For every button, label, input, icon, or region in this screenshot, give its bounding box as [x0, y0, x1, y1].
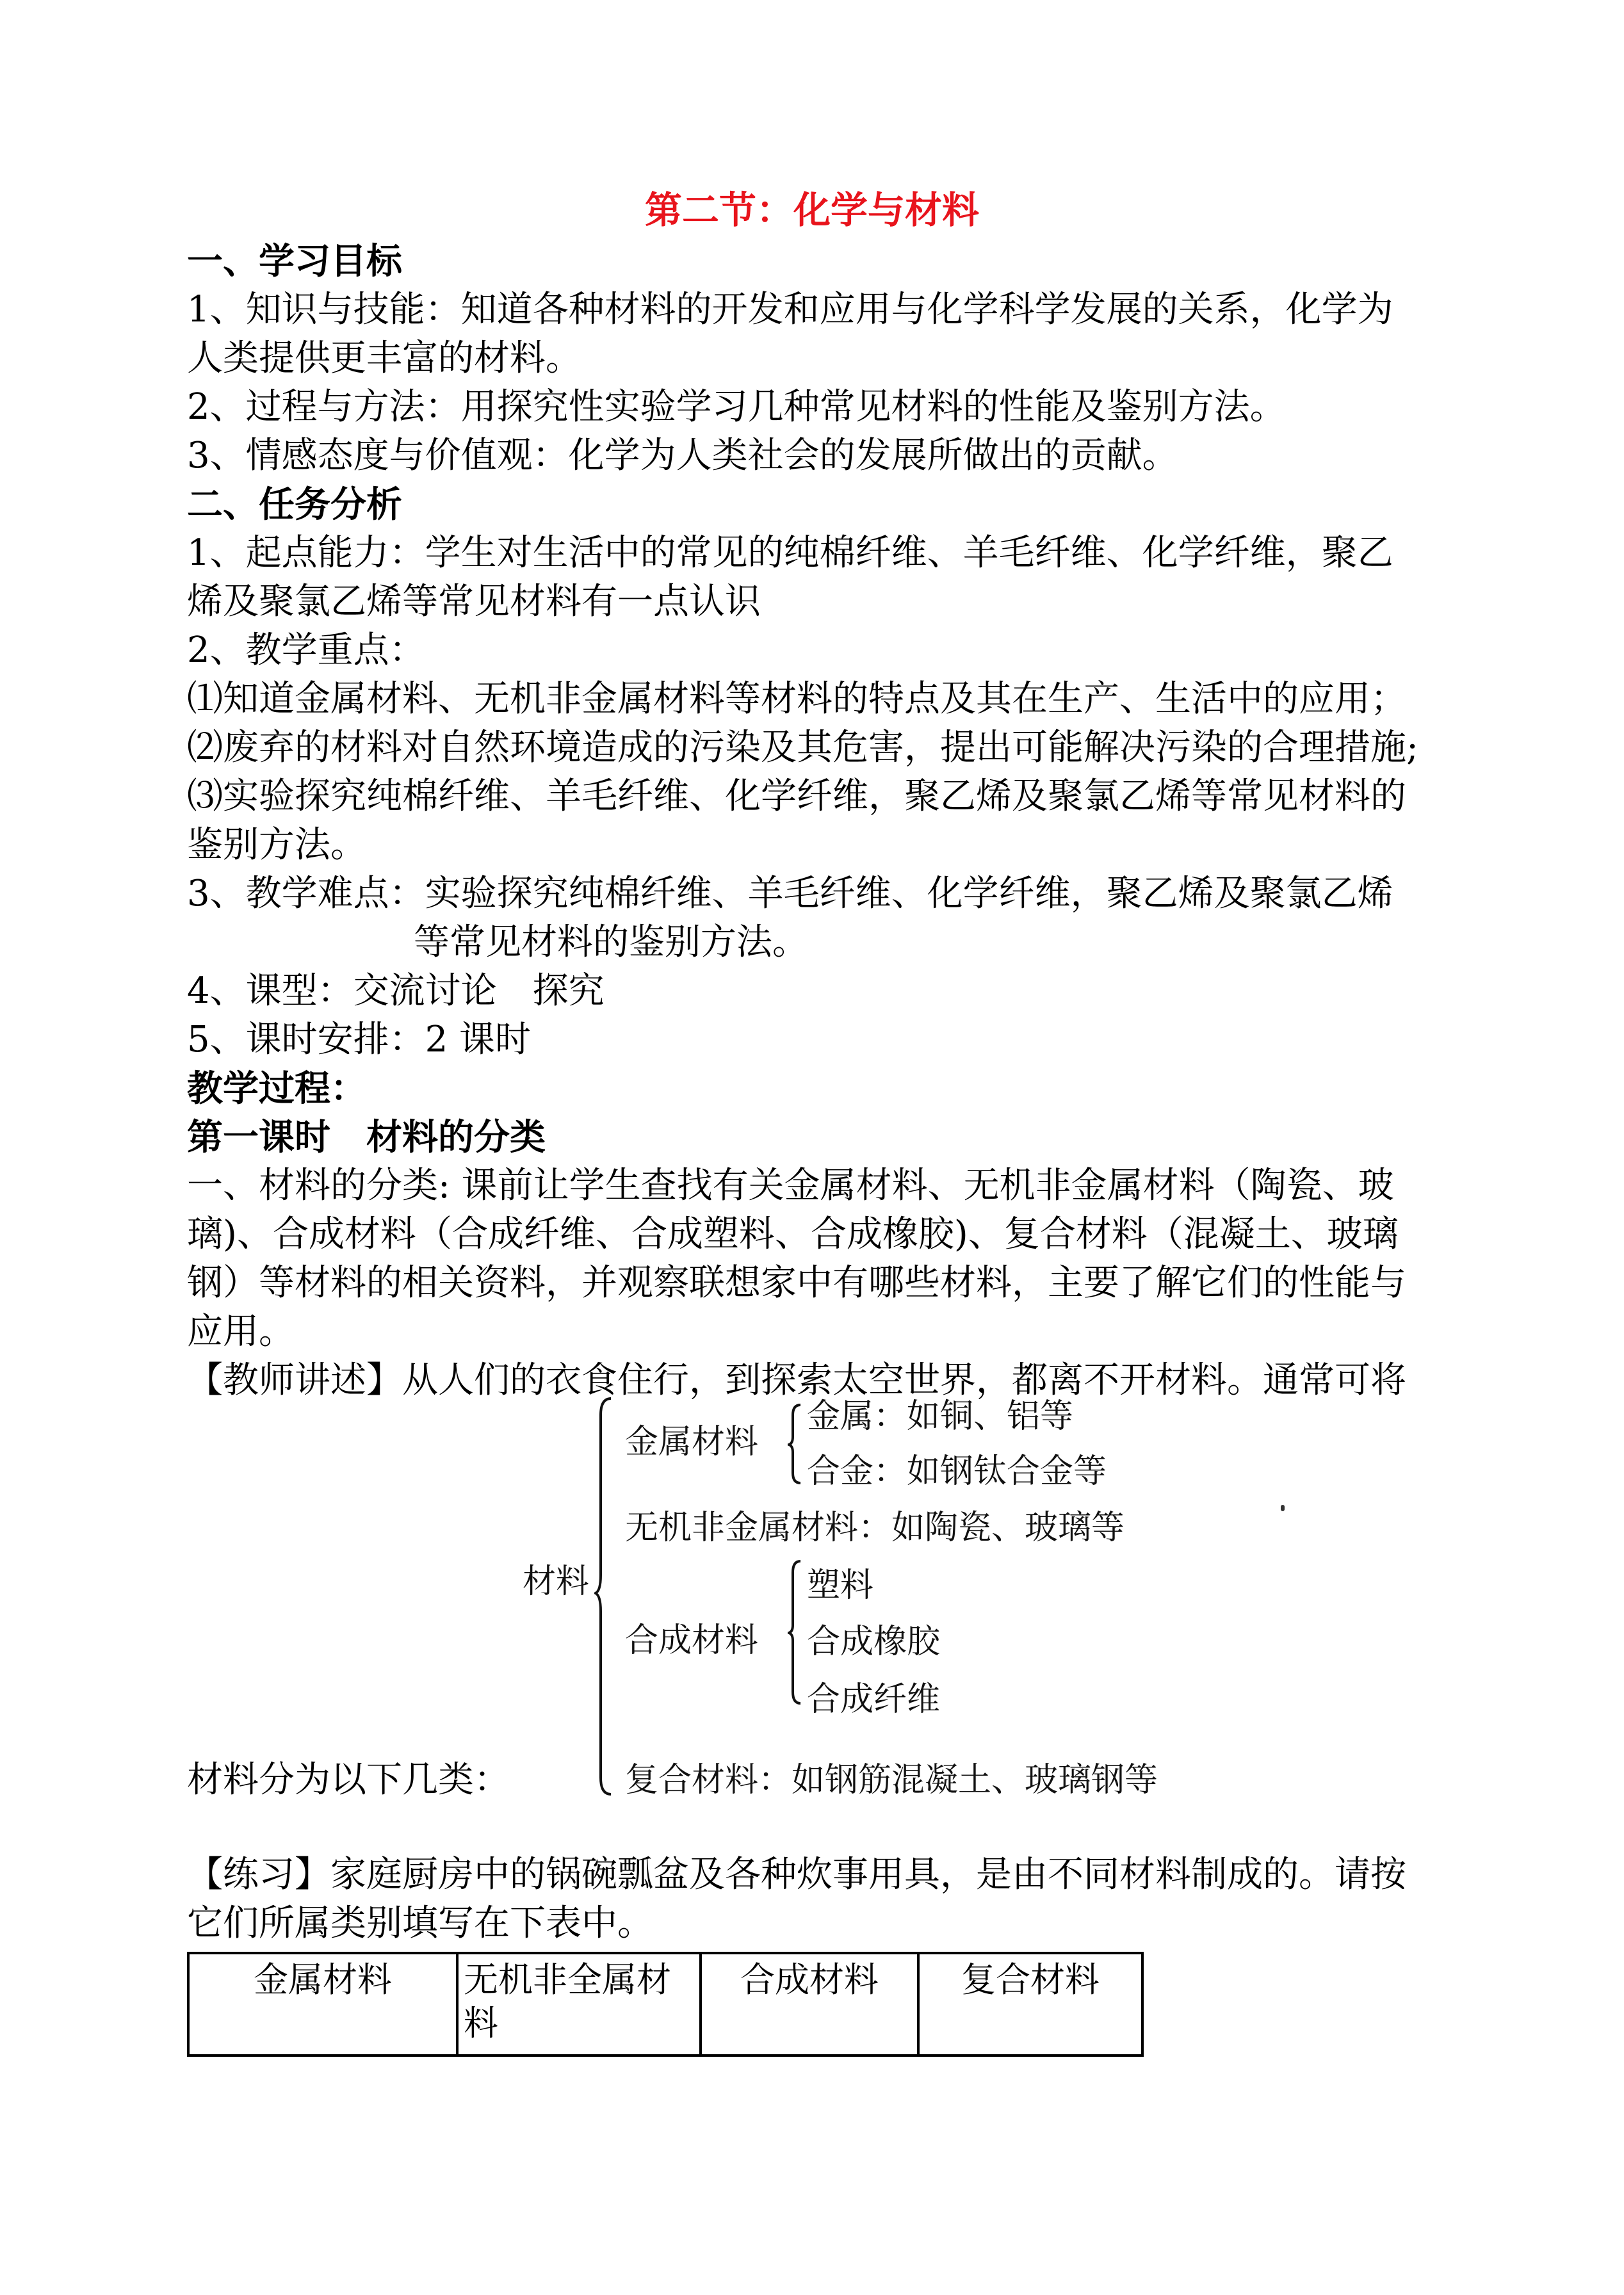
text-line: 二、任务分析 [187, 483, 402, 526]
diagram-inorganic: 无机非金属材料：如陶瓷、玻璃等 [625, 1509, 1125, 1547]
text-line: 3、情感态度与价值观：化学为人类社会的发展所做出的贡献。 [187, 435, 1178, 476]
diagram-composite: 复合材料：如钢筋混凝土、玻璃钢等 [625, 1761, 1158, 1799]
diagram-intro-tail: 材料分为以下几类： [187, 1759, 510, 1801]
text-line: 3、教学难点：实验探究纯棉纤维、羊毛纤维、化学纤维，聚乙烯及聚氯乙烯 [187, 873, 1393, 914]
text-line: 【教师讲述】从人们的衣食住行，到探索太空世界，都离不开材料。通常可将 [187, 1359, 1406, 1401]
synthetic-brace [788, 1559, 803, 1706]
text-line: 等常见材料的鉴别方法。 [414, 921, 808, 963]
diagram-root: 材料 [523, 1562, 590, 1601]
text-line: 教学过程： [187, 1067, 366, 1110]
diagram-synthetic-child-3: 合成纤维 [807, 1680, 941, 1719]
text-line: 5、课时安排：2 课时 [187, 1019, 532, 1060]
table-header-synthetic: 合成材料 [701, 1953, 918, 2056]
scan-speck [1281, 1505, 1285, 1511]
table-row [188, 1953, 1142, 2056]
material-classification-diagram [512, 1396, 1281, 1806]
text-line: 钢）等材料的相关资料，并观察联想家中有哪些材料，主要了解它们的性能与 [187, 1262, 1406, 1304]
diagram-synthetic: 合成材料 [625, 1621, 759, 1660]
diagram-synthetic-child-1: 塑料 [807, 1566, 874, 1605]
diagram-metal-child-1: 金属：如铜、铝等 [807, 1397, 1074, 1436]
text-line: 1、起点能力：学生对生活中的常见的纯棉纤维、羊毛纤维、化学纤维，聚乙 [187, 532, 1393, 574]
diagram-metal-child-2: 合金：如钢钛合金等 [807, 1452, 1107, 1491]
text-line: 2、教学重点： [187, 629, 425, 671]
text-line: 第一课时 材料的分类 [187, 1116, 546, 1158]
text-line: ⑴知道金属材料、无机非金属材料等材料的特点及其在生产、生活中的应用； [187, 678, 1406, 720]
exercise-line-2: 它们所属类别填写在下表中。 [187, 1902, 653, 1944]
text-line: 4、课型：交流讨论 探究 [187, 970, 605, 1012]
text-line: 应用。 [187, 1311, 295, 1352]
page-title: 第二节：化学与材料 [644, 188, 979, 232]
text-line: 鉴别方法。 [187, 824, 366, 866]
table-header-metal: 金属材料 [188, 1953, 457, 2056]
text-line: ⑶实验探究纯棉纤维、羊毛纤维、化学纤维，聚乙烯及聚氯乙烯等常见材料的 [187, 775, 1406, 817]
metal-brace [788, 1402, 803, 1486]
table-header-inorganic: 无机非全属材料 [457, 1953, 701, 2056]
root-brace [594, 1396, 613, 1799]
exercise-line-1: 【练习】家庭厨房中的锅碗瓢盆及各种炊事用具，是由不同材料制成的。请按 [187, 1854, 1406, 1895]
text-line: 一、材料的分类: 课前让学生查找有关金属材料、无机非金属材料（陶瓷、玻 [187, 1165, 1394, 1206]
text-line: 璃)、合成材料（合成纤维、合成塑料、合成橡胶)、复合材料（混凝土、玻璃 [187, 1213, 1399, 1255]
diagram-metal: 金属材料 [625, 1423, 759, 1461]
text-line: 人类提供更丰富的材料。 [187, 337, 581, 379]
table-header-composite: 复合材料 [918, 1953, 1142, 2056]
text-line: ⑵废弃的材料对自然环境造成的污染及其危害，提出可能解决污染的合理措施; [187, 727, 1418, 768]
text-line: 2、过程与方法：用探究性实验学习几种常见材料的性能及鉴别方法。 [187, 386, 1286, 428]
text-line: 1、知识与技能：知道各种材料的开发和应用与化学科学发展的关系，化学为 [187, 289, 1393, 330]
text-line: 烯及聚氯乙烯等常见材料有一点认识 [187, 581, 761, 622]
diagram-synthetic-child-2: 合成橡胶 [807, 1623, 941, 1661]
material-table [187, 1952, 1144, 2057]
text-line: 一、学习目标 [187, 240, 402, 282]
